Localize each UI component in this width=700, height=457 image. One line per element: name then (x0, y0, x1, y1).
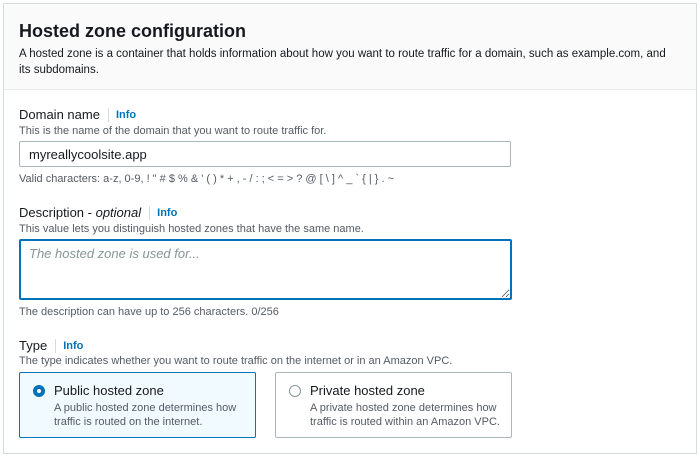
type-info-link[interactable]: Info (55, 339, 83, 353)
private-hosted-zone-description: A private hosted zone determines how traffic is routed within an Amazon VPC. (310, 402, 500, 428)
description-constraint: The description can have up to 256 characters. 0/256 (19, 306, 279, 318)
type-label: Type (19, 338, 48, 353)
panel-header (4, 4, 696, 90)
public-hosted-zone-tile[interactable] (19, 372, 256, 438)
domain-name-constraint: Valid characters: a-z, 0-9, ! " # $ % & ' ( ) * + , - / : ; < = > ? @ [ \ ] ^ _ ` { | } . ~ (19, 173, 394, 185)
panel-title: Hosted zone configuration (19, 21, 246, 41)
description-label-row (19, 205, 177, 220)
description-hint: This value lets you distinguish hosted zones that have the same name. (19, 223, 364, 235)
description-info-link[interactable]: Info (149, 206, 177, 220)
type-label-row (19, 338, 83, 353)
public-hosted-zone-radio[interactable] (33, 385, 45, 397)
hosted-zone-configuration-panel (3, 3, 697, 454)
domain-name-info-link[interactable]: Info (108, 108, 136, 122)
public-hosted-zone-description: A public hosted zone determines how traffic is routed on the internet. (54, 402, 237, 428)
description-textarea[interactable] (19, 239, 512, 300)
type-hint: The type indicates whether you want to route traffic on the internet or in an Amazon VPC. (19, 355, 453, 367)
domain-name-label-row (19, 107, 136, 122)
description-label: Description - optional (19, 205, 142, 220)
public-hosted-zone-title: Public hosted zone (54, 383, 164, 398)
private-hosted-zone-radio[interactable] (289, 385, 301, 397)
domain-name-label: Domain name (19, 107, 100, 122)
private-hosted-zone-tile[interactable] (275, 372, 512, 438)
domain-name-hint: This is the name of the domain that you want to route traffic for. (19, 125, 327, 137)
private-hosted-zone-title: Private hosted zone (310, 383, 425, 398)
domain-name-input[interactable] (19, 141, 511, 167)
panel-description: A hosted zone is a container that holds information about how you want to route traffic for a domain, such as example.com, and its subdomains. (19, 48, 666, 76)
